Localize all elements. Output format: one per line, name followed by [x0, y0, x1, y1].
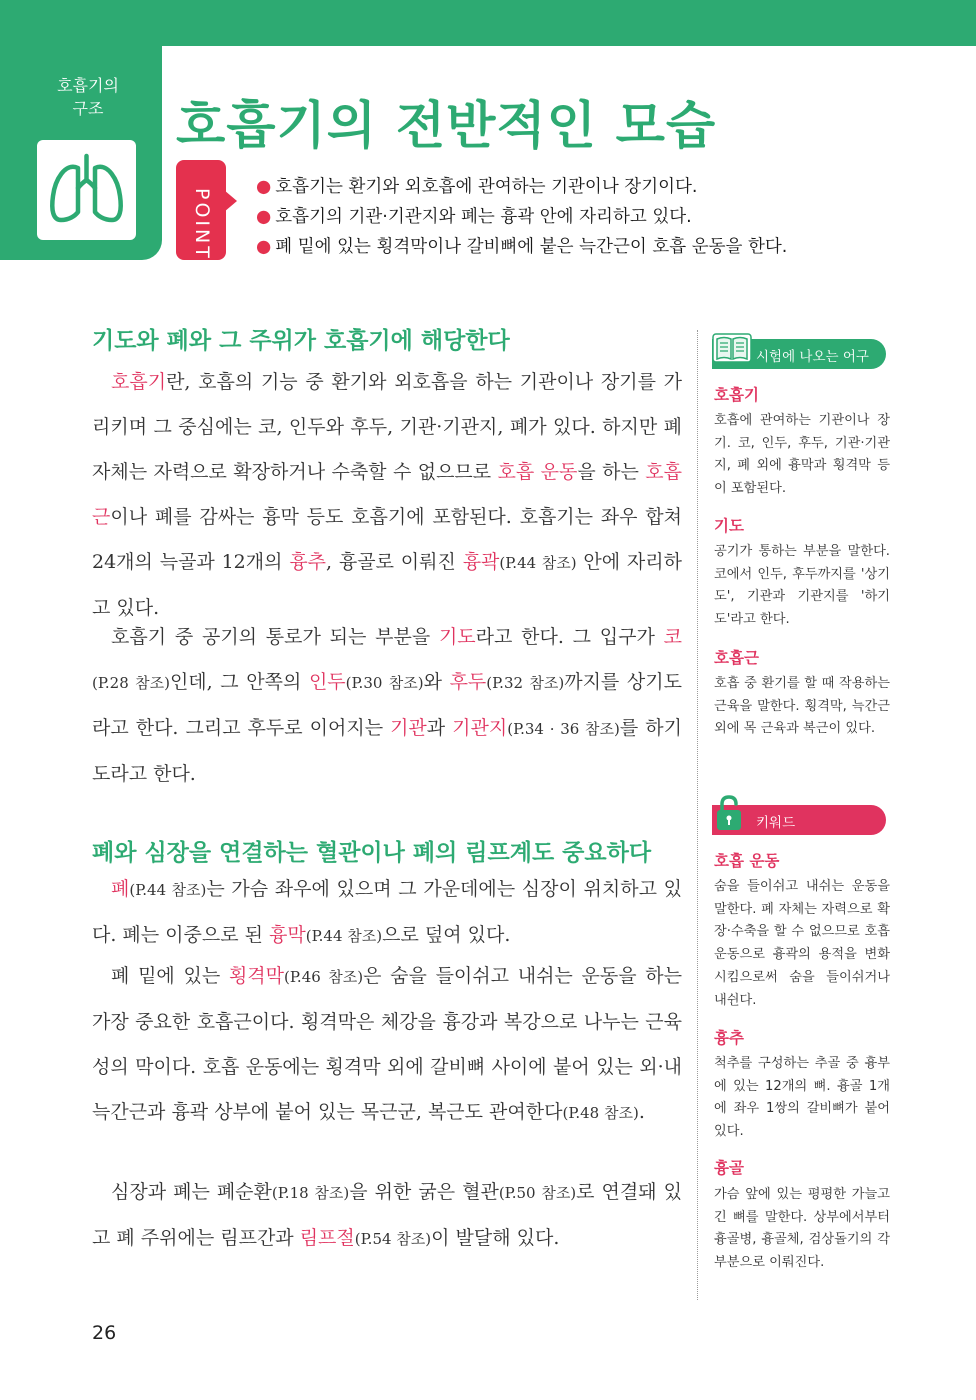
bullet-icon: ●	[256, 237, 272, 257]
keyword-badge: 키워드	[712, 805, 886, 835]
lungs-icon	[47, 152, 126, 228]
body-paragraph: 호흡기 중 공기의 통로가 되는 부분을 기도라고 한다. 그 입구가 코(P.28 참조)인데, 그 안쪽의 인두(P.30 참조)와 후두(P.32 참조)까지를 상기도라고 한다. 그리고 후두로 이어지는 기관과 기관지(P.34 · 36 참조)를 하기도라고 한다.	[92, 626, 682, 785]
page-title: 호흡기의 전반적인 모습	[176, 97, 717, 156]
bullet-icon: ●	[256, 207, 272, 227]
lock-icon	[715, 794, 743, 836]
page-number: 26	[92, 1322, 117, 1344]
body-paragraph: 심장과 폐는 폐순환(P.18 참조)을 위한 굵은 혈관(P.50 참조)로 연결돼 있고 폐 주위에는 림프간과 림프절(P.54 참조)이 발달해 있다.	[92, 1181, 682, 1249]
exam-term-definition: 호흡에 관여하는 기관이나 장기. 코, 인두, 후두, 기관·기관지, 폐 외에 흉막과 횡격막 등이 포함된다.	[714, 413, 890, 497]
body-paragraph: 폐 밑에 있는 횡격막(P.46 참조)은 숨을 들이쉬고 내쉬는 운동을 하는 가장 중요한 호흡근이다. 횡격막은 체강을 흉강과 복강으로 나누는 근육성의 막이다. 호흡 운동에는 횡격막 외에 갈비뼈 사이에 붙어 있는 외·내늑간근과 흉곽 상부에 붙어 있는 목근군, 복근도 관여한다(P.48 참조).	[92, 965, 682, 1123]
exam-term-definition: 호흡 중 환기를 할 때 작용하는 근육을 말한다. 횡격막, 늑간근 외에 목 근육과 복근이 있다.	[714, 676, 890, 737]
keyword-title: 호흡 운동	[714, 852, 780, 870]
point-list	[256, 172, 787, 262]
section-heading-1: 기도와 폐와 그 주위가 호흡기에 해당한다	[92, 328, 510, 354]
book-icon	[712, 330, 752, 370]
section-heading-2: 폐와 심장을 연결하는 혈관이나 폐의 림프계도 중요하다	[92, 840, 652, 866]
exam-term-definition: 공기가 통하는 부분을 말한다. 코에서 인두, 후두까지를 '상기도', 기관과 기관지를 '하기도'라고 한다.	[714, 544, 890, 628]
point-item: ● 호흡기는 환기와 외호흡에 관여하는 기관이나 장기이다.	[256, 177, 698, 197]
exam-terms-badge: 시험에 나오는 어구	[712, 339, 886, 369]
point-label: POINT	[191, 188, 213, 261]
exam-term-title: 호흡기	[714, 386, 759, 404]
body-paragraph: 호흡기란, 호흡의 기능 중 환기와 외호흡을 하는 기관이나 장기를 가리키며 그 중심에는 코, 인두와 후두, 기관·기관지, 폐가 있다. 하지만 폐 자체는 자력으로 확장하거나 수축할 수 없으므로 호흡 운동을 하는 호흡근이나 폐를 감싸는 흉막 등도 호흡기에 포함된다. 호흡기는 좌우 합쳐 24개의 늑골과 12개의 흉추, 흉골로 이뤄진 흉곽(P.44 참조) 안에 자리하고 있다.	[92, 371, 682, 619]
keyword-definition: 숨을 들이쉬고 내쉬는 운동을 말한다. 폐 자체는 자력으로 확장·수축을 할 수 없으므로 호흡 운동으로 흉곽의 용적을 변화시킴으로써 숨을 들이쉬거나 내쉰다.	[714, 879, 890, 1008]
point-item: ● 호흡기의 기관·기관지와 폐는 흉곽 안에 자리하고 있다.	[256, 207, 692, 227]
keyword-title: 흉추	[714, 1029, 744, 1047]
point-item: ● 폐 밑에 있는 횡격막이나 갈비뼈에 붙은 늑간근이 호흡 운동을 한다.	[256, 237, 788, 257]
exam-term-title: 기도	[714, 517, 744, 535]
point-arrow	[224, 190, 237, 212]
keyword-definition: 척추를 구성하는 추골 중 흉부에 있는 12개의 뼈. 흉골 1개에 좌우 1쌍의 갈비뼈가 붙어 있다.	[714, 1056, 890, 1140]
exam-term-title: 호흡근	[714, 649, 759, 667]
lungs-icon-box	[37, 140, 136, 240]
keyword-title: 흉골	[714, 1159, 744, 1177]
body-paragraph: 폐(P.44 참조)는 가슴 좌우에 있으며 그 가운데에는 심장이 위치하고 있다. 폐는 이중으로 된 흉막(P.44 참조)으로 덮여 있다.	[92, 878, 682, 946]
section-label: 호흡기의 구조	[57, 76, 119, 118]
bullet-icon: ●	[256, 177, 272, 197]
keyword-definition: 가슴 앞에 있는 평평한 가늘고 긴 뼈를 말한다. 상부에서부터 흉골병, 흉골체, 검상돌기의 각 부분으로 이뤄진다.	[714, 1187, 890, 1271]
top-green-bar	[0, 0, 976, 46]
sidebar-divider	[697, 330, 698, 1300]
